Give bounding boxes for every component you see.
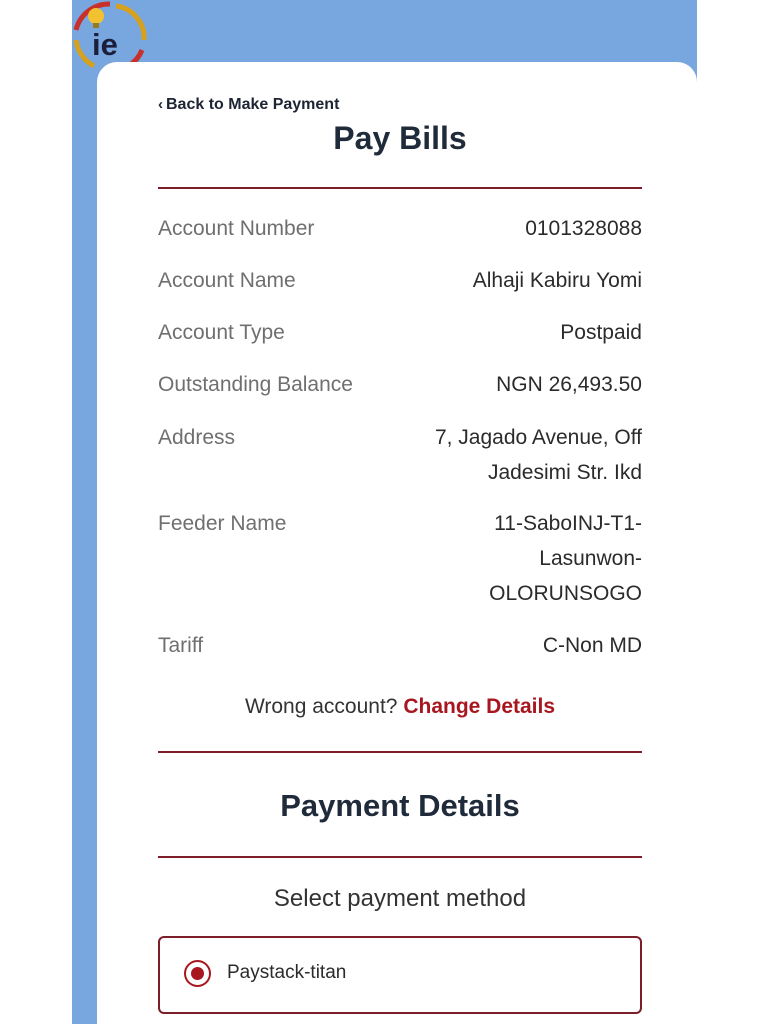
divider (158, 751, 642, 753)
radio-selected-dot (191, 967, 204, 980)
feeder-name-line: OLORUNSOGO (489, 582, 642, 605)
address-value (382, 420, 642, 490)
wrong-account-text: Wrong account? (244, 695, 398, 718)
tariff-value: C-Non MD (542, 634, 642, 657)
wrong-account-prompt (158, 695, 642, 719)
outstanding-balance-label: Outstanding Balance (158, 373, 353, 396)
feeder-name-line: 11-SaboINJ-T1- (494, 512, 642, 535)
divider (158, 856, 642, 858)
back-link-label: Back to Make Payment (166, 96, 340, 113)
divider (158, 187, 642, 189)
payment-method-label: Paystack-titan (227, 962, 347, 983)
select-payment-method-label: Select payment method (273, 885, 527, 912)
back-to-make-payment-link[interactable] (158, 96, 339, 114)
feeder-name-label: Feeder Name (158, 512, 287, 535)
address-line: 7, Jagado Avenue, Off (434, 426, 642, 449)
account-number-label: Account Number (158, 217, 315, 240)
account-number-value: 0101328088 (525, 217, 642, 240)
feeder-name-value (382, 506, 642, 611)
address-line: Jadesimi Str. Ikd (487, 461, 642, 484)
address-label: Address (158, 426, 236, 449)
tariff-label: Tariff (158, 634, 204, 657)
svg-text:ie: ie (92, 27, 118, 62)
payment-method-option[interactable] (158, 936, 642, 1014)
change-details-link[interactable]: Change Details (403, 695, 556, 718)
account-type-value: Postpaid (560, 321, 642, 344)
account-name-label: Account Name (158, 269, 296, 292)
page-title: Pay Bills (333, 120, 467, 156)
account-name-value: Alhaji Kabiru Yomi (472, 269, 642, 292)
payment-details-title: Payment Details (280, 788, 520, 823)
radio-button[interactable] (184, 960, 211, 987)
chevron-left-icon: ‹ (158, 96, 163, 113)
feeder-name-line: Lasunwon- (539, 547, 642, 570)
account-type-label: Account Type (158, 321, 285, 344)
outstanding-balance-value: NGN 26,493.50 (496, 373, 642, 396)
